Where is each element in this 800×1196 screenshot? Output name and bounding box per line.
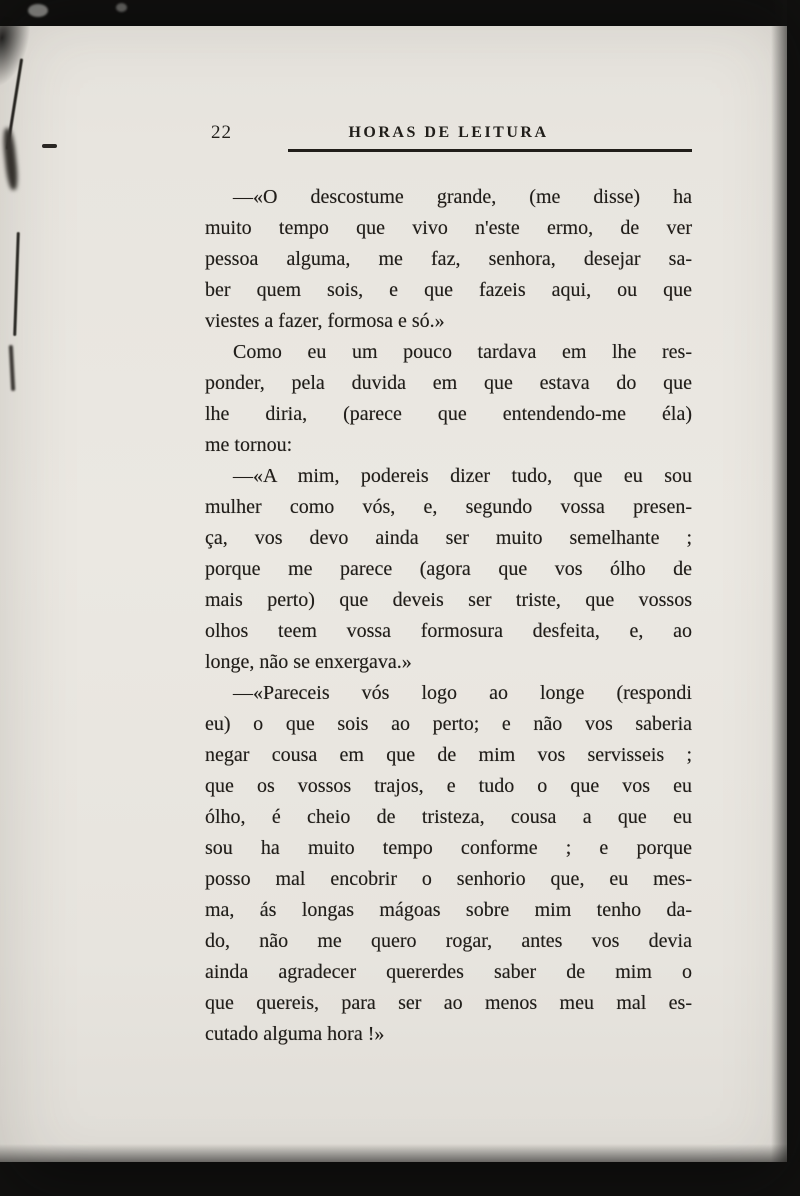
scan-artifact-margin-dash: [42, 144, 57, 148]
text-line: ponder, pela duvida em que estava do que: [205, 372, 692, 394]
text-line: que quereis, para ser ao menos meu mal es-: [205, 992, 692, 1014]
scan-artifact-spot: [28, 4, 48, 17]
text-line: do, não me quero rogar, antes vos devia: [205, 930, 692, 952]
page-number: 22: [211, 122, 232, 143]
text-line: ainda agradecer quererdes saber de mim o: [205, 961, 692, 983]
text-line: —«Pareceis vós logo ao longe (respondi: [233, 682, 692, 704]
text-line: longe, não se enxergava.»: [205, 651, 412, 673]
text-line: ber quem sois, e que fazeis aqui, ou que: [205, 279, 692, 301]
text-line: me tornou:: [205, 434, 293, 456]
scan-artifact-spot: [116, 3, 127, 12]
text-line: olhos teem vossa formosura desfeita, e, ao: [205, 620, 692, 642]
scan-artifact-corner-blob: [0, 15, 33, 92]
body-text: [205, 182, 692, 1050]
text-line: viestes a fazer, formosa e só.»: [205, 310, 445, 332]
paragraph: [205, 337, 692, 461]
paragraph: [205, 182, 692, 337]
text-line: —«O descostume grande, (me disse) ha: [233, 186, 692, 208]
text-line: —«A mim, podereis dizer tudo, que eu sou: [233, 465, 692, 487]
scan-artifact-right-shadow: [771, 0, 787, 1196]
scan-artifact-right-edge: [787, 0, 800, 1196]
header-rule: [288, 149, 692, 152]
text-line: mulher como vós, e, segundo vossa presen-: [205, 496, 692, 518]
page-header: [205, 120, 692, 146]
text-line: cutado alguma hora !»: [205, 1023, 385, 1045]
text-line: mais perto) que deveis ser triste, que vossos: [205, 589, 692, 611]
text-line: muito tempo que vivo n'este ermo, de ver: [205, 217, 692, 239]
text-line: ólho, é cheio de tristeza, cousa a que eu: [205, 806, 692, 828]
paragraph: [205, 461, 692, 678]
scan-artifact-bottom-edge: [0, 1162, 800, 1196]
page: [205, 120, 692, 1050]
text-line: ma, ás longas mágoas sobre mim tenho da-: [205, 899, 692, 921]
scan-artifact-bottom-shadow: [0, 1144, 800, 1162]
scan-artifact-binding-mark: [6, 58, 23, 149]
text-line: negar cousa em que de mim vos servisseis ;: [205, 744, 692, 766]
scan-artifact-top-edge: [0, 0, 800, 26]
text-line: eu) o que sois ao perto; e não vos saberia: [205, 713, 692, 735]
scan-artifact-binding-mark: [13, 232, 20, 336]
text-line: sou ha muito tempo conforme ; e porque: [205, 837, 692, 859]
text-line: Como eu um pouco tardava em lhe res-: [233, 341, 692, 363]
text-line: posso mal encobrir o senhorio que, eu mes-: [205, 868, 692, 890]
text-line: pessoa alguma, me faz, senhora, desejar sa-: [205, 248, 692, 270]
text-line: porque me parece (agora que vos ólho de: [205, 558, 692, 580]
scan-artifact-binding-mark: [9, 345, 15, 391]
text-line: que os vossos trajos, e tudo o que vos eu: [205, 775, 692, 797]
text-line: ça, vos devo ainda ser muito semelhante ;: [205, 527, 692, 549]
scan-artifact-binding-mark: [2, 128, 19, 191]
paragraph: [205, 678, 692, 1050]
text-line: lhe diria, (parece que entendendo-me éla): [205, 403, 692, 425]
running-title: HORAS DE LEITURA: [348, 124, 549, 141]
